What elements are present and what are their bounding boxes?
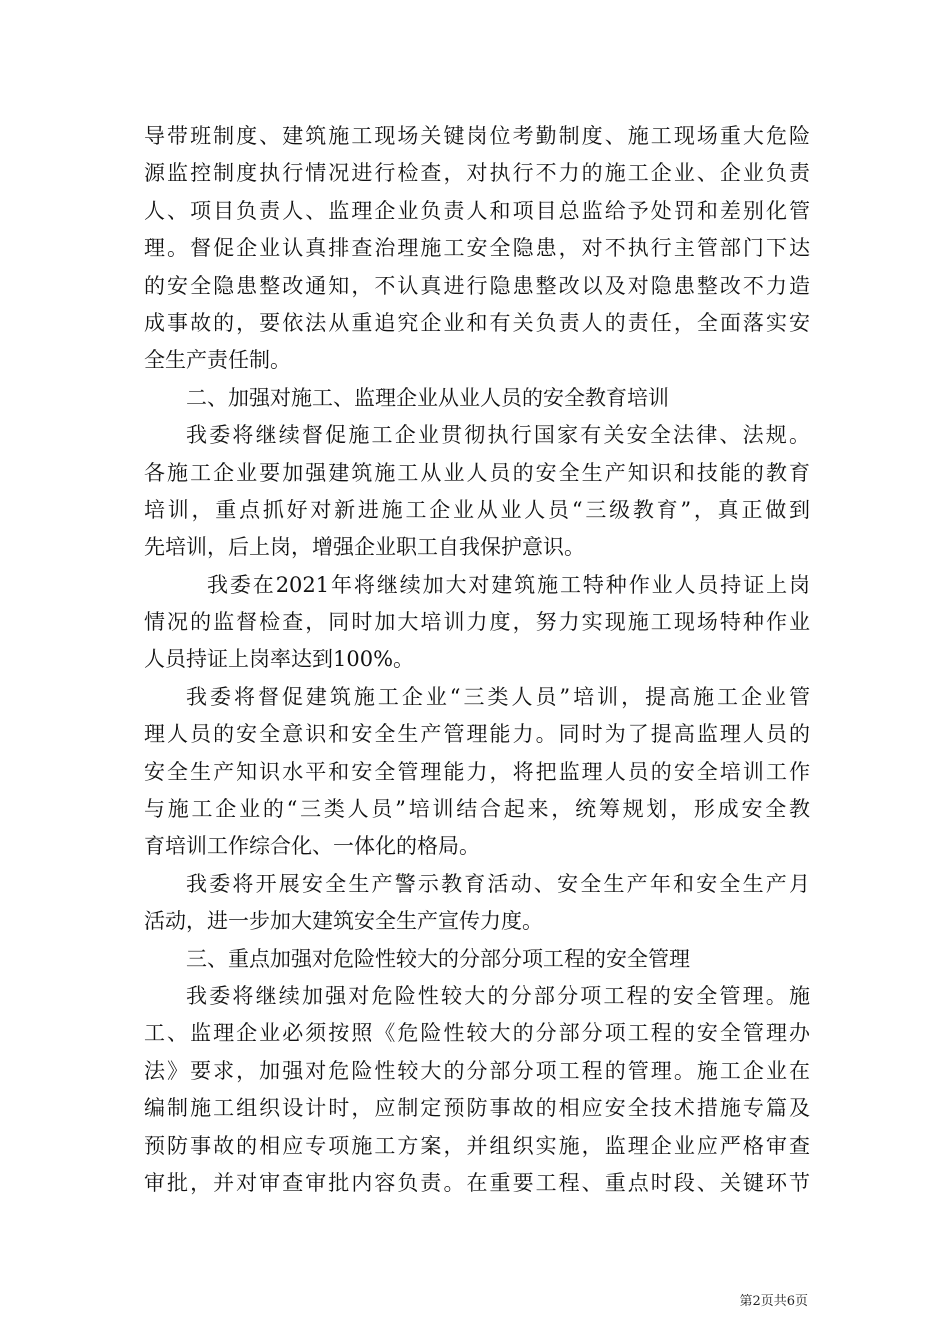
text-line: 成事故的，要依法从重追究企业和有关负责人的责任，全面落实安 xyxy=(144,310,810,335)
text-line: 二、加强对施工、监理企业从业人员的安全教育培训 xyxy=(186,385,669,410)
text-line: 法》要求，加强对危险性较大的分部分项工程的管理。施工企业在 xyxy=(144,1058,810,1083)
text-line: 理。督促企业认真排查治理施工安全隐患，对不执行主管部门下达 xyxy=(144,236,810,261)
text-line: 审批，并对审查审批内容负责。在重要工程、重点时段、关键环节 xyxy=(144,1170,810,1195)
text-line: 的安全隐患整改通知，不认真进行隐患整改以及对隐患整改不力造 xyxy=(144,273,810,298)
text-line: 安全生产知识水平和安全管理能力，将把监理人员的安全培训工作 xyxy=(144,759,810,784)
text-line: 情况的监督检查，同时加大培训力度，努力实现施工现场特种作业 xyxy=(144,610,810,635)
text-line: 各施工企业要加强建筑施工从业人员的安全生产知识和技能的教育 xyxy=(144,460,810,485)
text-line: 导带班制度、建筑施工现场关键岗位考勤制度、施工现场重大危险 xyxy=(144,124,810,148)
text-line: 培训，重点抓好对新进施工企业从业人员“三级教育”，真正做到 xyxy=(144,497,810,522)
page-number-footer: 第2页共6页 xyxy=(739,1294,808,1309)
text-line: 我委将督促建筑施工企业“三类人员”培训，提高施工企业管 xyxy=(186,684,810,709)
text-line: 工、监理企业必须按照《危险性较大的分部分项工程的安全管理办 xyxy=(144,1021,810,1046)
text-line: 人员持证上岗率达到100%。 xyxy=(144,647,415,672)
text-line: 先培训，后上岗，增强企业职工自我保护意识。 xyxy=(144,535,585,560)
text-line: 预防事故的相应专项施工方案，并组织实施，监理企业应严格审查 xyxy=(144,1133,810,1158)
text-line: 源监控制度执行情况进行检查，对执行不力的施工企业、企业负责 xyxy=(144,161,810,186)
text-line: 全生产责任制。 xyxy=(144,348,291,373)
text-line: 育培训工作综合化、一体化的格局。 xyxy=(144,834,480,859)
text-line: 活动，进一步加大建筑安全生产宣传力度。 xyxy=(144,909,543,934)
text-line: 与施工企业的“三类人员”培训结合起来，统筹规划，形成安全教 xyxy=(144,797,810,822)
text-line: 编制施工组织设计时，应制定预防事故的相应安全技术措施专篇及 xyxy=(144,1096,810,1121)
text-line: 我委将继续督促施工企业贯彻执行国家有关安全法律、法规。 xyxy=(186,423,810,448)
text-line: 人、项目负责人、监理企业负责人和项目总监给予处罚和差别化管 xyxy=(144,198,810,223)
text-line: 我委将开展安全生产警示教育活动、安全生产年和安全生产月 xyxy=(186,871,810,896)
text-line: 我委在2021年将继续加大对建筑施工特种作业人员持证上岗 xyxy=(207,572,810,597)
text-line: 我委将继续加强对危险性较大的分部分项工程的安全管理。施 xyxy=(186,983,810,1008)
document-body xyxy=(144,118,810,1202)
text-line: 理人员的安全意识和安全生产管理能力。同时为了提高监理人员的 xyxy=(144,722,810,747)
text-line: 三、重点加强对危险性较大的分部分项工程的安全管理 xyxy=(186,946,690,971)
